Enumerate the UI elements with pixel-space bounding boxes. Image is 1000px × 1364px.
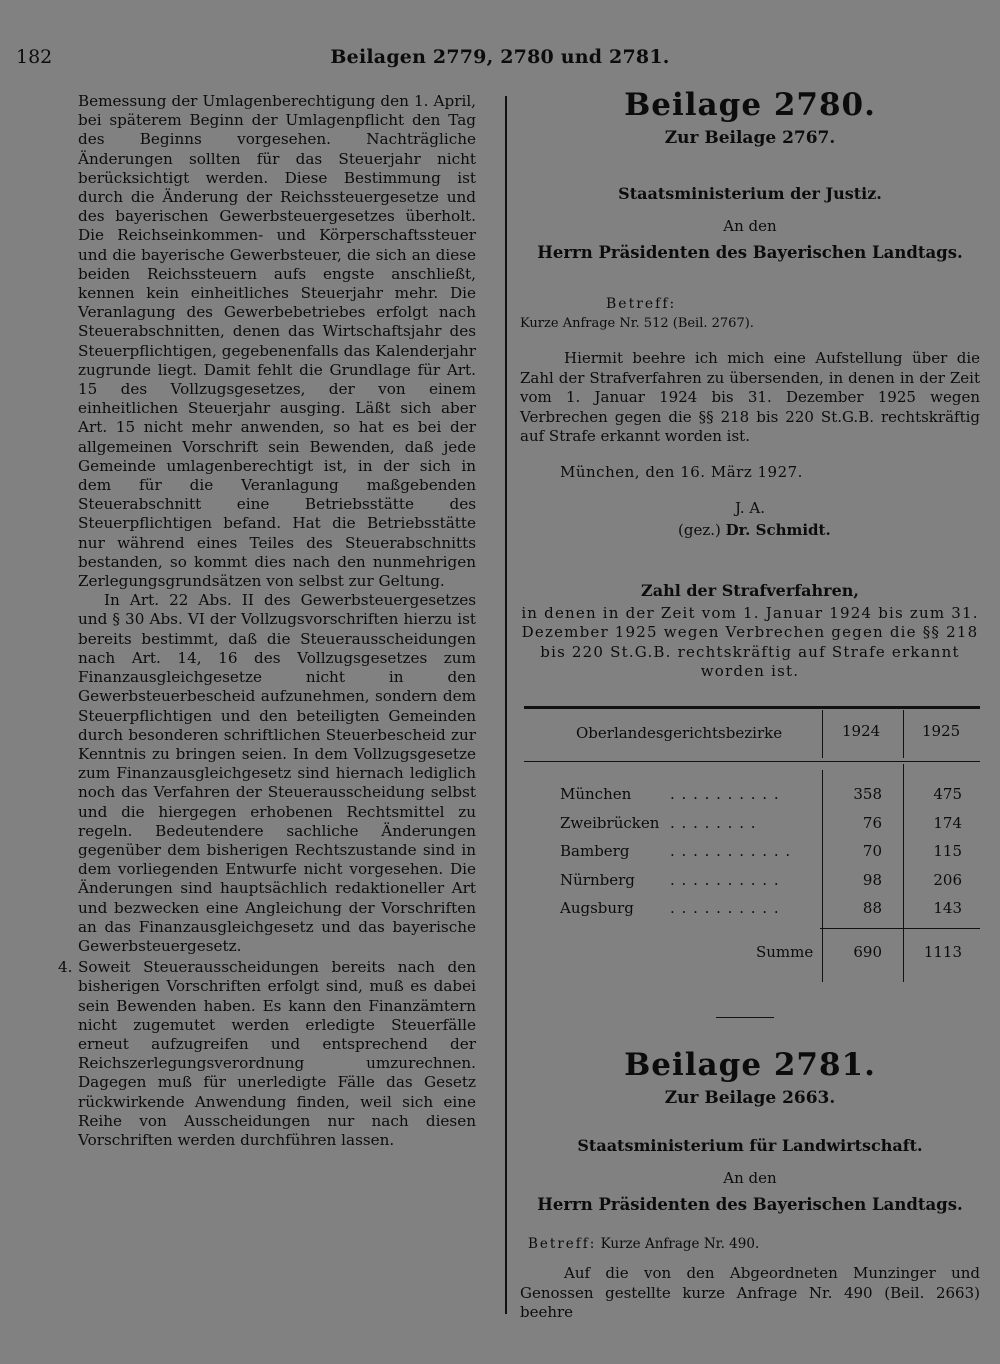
table-header-1924: 1924 [842, 722, 881, 740]
table-header-district: Oberlandesgerichtsbezirke [576, 724, 783, 742]
table-col1-line [822, 710, 823, 758]
table-header-rule [524, 761, 980, 762]
table-row-leader-dots: . . . . . . . . . . . [670, 842, 792, 860]
table-row-value-1924: 358 [853, 785, 882, 803]
table-top-rule [524, 706, 980, 709]
column-divider [505, 96, 507, 1314]
table-row-value-1925: 206 [933, 870, 962, 889]
table-sum-1925: 1113 [923, 943, 962, 961]
table-row-leader-dots: . . . . . . . . [670, 813, 757, 832]
table-row-value-1925: 475 [933, 785, 962, 803]
beilage-2781-body: Auf die von den Abgeordneten Munzinger und Genossen gestellte kurze Anfrage Nr. 490 (Beil. 2663) beehre [520, 1264, 980, 1321]
beilage-2780-recipient: Herrn Präsidenten des Bayerischen Landtags. [537, 243, 963, 262]
signature-name: Dr. Schmidt. [725, 520, 831, 539]
table-row-leader-dots: . . . . . . . . . . [670, 899, 780, 917]
table-row-value-1924: 88 [862, 899, 882, 917]
running-head: Beilagen 2779, 2780 und 2781. [330, 46, 670, 68]
table-row-district: Nürnberg [560, 870, 635, 889]
beilage-2781-betreff-text: Kurze Anfrage Nr. 490. [600, 1236, 760, 1252]
table-row-value-1925: 143 [933, 899, 962, 917]
table-caption: in denen in der Zeit vom 1. Januar 1924 bis zum 31. Dezember 1925 wegen Verbrechen gegen die §§ 218 bis 220 St.G.B. rechtskräftig auf Strafe erkannt worden ist. [521, 603, 979, 680]
numbered-item-4 [58, 958, 476, 1150]
beilage-2780-betreff-label: Betreff: [606, 296, 677, 312]
beilage-2780-title: Beilage 2780. [624, 87, 876, 123]
table-row-leader-dots: . . . . . . . . . . [670, 785, 780, 803]
table-col2-line [903, 710, 904, 758]
beilage-2781-recipient: Herrn Präsidenten des Bayerischen Landtags. [537, 1195, 963, 1214]
beilage-2780-date: München, den 16. März 1927. [560, 462, 803, 481]
beilage-2781 [520, 1046, 980, 1323]
beilage-2781-reference: Zur Beilage 2663. [664, 1088, 836, 1108]
table-sum-1924: 690 [853, 943, 882, 961]
beilage-2780-signature [678, 521, 980, 539]
table-title: Zahl der Strafverfahren, [641, 580, 859, 600]
left-paragraph-1: Bemessung der Umlagenberechtigung den 1. April, bei späterem Beginn der Umlagenpflicht den Tag des Beginns vorgesehen. Nachträgliche Änderungen sollten für das Steuerjahr nicht berücksichtigt werden. Diese Bestimmung ist durch die Änderung der Reichssteuergesetze und des bayerischen Gewerbsteuergesetzes überholt. Die Reichseinkommen- und Körperschaftssteuer und die bayerische Gewerbsteuer, die sich an diese beiden Reichssteuern aufs engste anschließt, kennen kein einheitliches Steuerjahr mehr. Die Veranlagung des Gewerbebetriebes erfolgt nach Steuerabschnitten, denen das Wirtschaftsjahr des Steuerpflichtigen, gegebenenfalls das Kalenderjahr zugrunde liegt. Damit fehlt die Grundlage für Art. 15 des Vollzugsgesetzes, der von einem einheitlichen Steuerjahr ausging. Läßt sich aber Art. 15 nicht mehr anwenden, so hat es bei der allgemeinen Vorschrift sein Bewenden, daß jede Gemeinde umlagenberechtigt ist, in der sich in dem für die Veranlagung maßgebenden Steuerabschnitt eine Betriebsstätte des Steuerpflichtigen befand. Hat die Betriebsstätte nur während eines Teiles des Steuerabschnitts bestanden, so kommt dies nach den nunmehrigen Zerlegungsgrundsätzen von selbst zur Geltung. [78, 92, 476, 591]
page-number: 182 [16, 46, 53, 68]
left-column [58, 92, 476, 1150]
table-row-value-1925: 174 [933, 813, 962, 832]
beilage-2781-an-den: An den [723, 1169, 777, 1187]
beilage-2781-title: Beilage 2781. [624, 1047, 876, 1083]
table-row-value-1924: 70 [862, 842, 882, 860]
beilage-2780-body: Hiermit beehre ich mich eine Aufstellung über die Zahl der Strafverfahren zu übersenden, in denen in der Zeit vom 1. Januar 1924 bis 31. Dezember 1925 wegen Verbrechen gegen die §§ 218 bis 220 St.G.B. rechtskräftig auf Strafe erkannt worden ist. [520, 349, 980, 445]
beilage-2780-an-den: An den [723, 217, 777, 235]
signature-prefix: (gez.) [678, 520, 721, 539]
table-col1-line-body [822, 770, 823, 982]
table-col2-line-body [903, 764, 904, 982]
table-row-value-1925: 115 [933, 842, 962, 860]
table-row-district: Augsburg [560, 899, 634, 917]
beilage-2780-ministry: Staatsministerium der Justiz. [618, 184, 882, 203]
section-separator [716, 1017, 774, 1018]
table-row-district: München [560, 785, 632, 803]
beilage-2781-betreff-label: Betreff: [528, 1236, 597, 1252]
table-row-value-1924: 76 [862, 813, 882, 832]
beilage-2780 [520, 86, 980, 682]
table-header-1925: 1925 [922, 722, 961, 740]
beilage-2781-betreff [528, 1236, 980, 1252]
table-row-district: Zweibrücken [560, 813, 660, 832]
right-column [520, 86, 980, 682]
table-sum-label: Summe [756, 943, 814, 961]
beilage-2780-betreff-text: Kurze Anfrage Nr. 512 (Beil. 2767). [520, 316, 754, 331]
table-row-value-1924: 98 [862, 870, 882, 889]
left-paragraph-2: In Art. 22 Abs. II des Gewerbsteuergesetzes und § 30 Abs. VI der Vollzugsvorschriften hierzu ist bereits bestimmt, daß die Steuerausscheidungen nach Art. 14, 16 des Vollzugsgesetzes zum Finanzausgleichgesetze nicht in den Gewerbsteuerbescheid aufzunehmen, sondern dem Steuerpflichtigen und den beteiligten Gemeinden durch besonderen schriftlichen Steuerbescheid zur Kenntnis zu bringen seien. In dem Vollzugsgesetze zum Finanzausgleichgesetz sind hiernach lediglich noch das Verfahren der Steuerausscheidung selbst und die hiergegen erhobenen Rechtsmittel zu regeln. Bedeutendere sachliche Änderungen gegenüber dem bisherigen Rechtszustande sind in dem vorliegenden Entwurfe nicht vorgesehen. Die Änderungen sind hauptsächlich redaktioneller Art und bezwecken eine Angleichung der Vorschriften an das Finanzausgleichgesetz und das bayerische Gewerbsteuergesetz. [78, 591, 476, 955]
item-number: 4. [58, 958, 73, 977]
table-row-leader-dots: . . . . . . . . . . [670, 870, 780, 889]
item-4-text: Soweit Steuerausscheidungen bereits nach den bisherigen Vorschriften erfolgt sind, muß es dabei sein Bewenden haben. Es kann den Finanzämtern nicht zugemutet werden erledigte Steuerfälle erneut aufzugreifen und entsprechend der Reichszerlegungsverordnung umzurechnen. Dagegen muß für unerledigte Fälle das Gesetz rückwirkende Anwendung finden, weil sich eine Reihe von Ausscheidungen nur nach diesen Vorschriften werden durchführen lassen. [78, 958, 476, 1149]
beilage-2781-ministry: Staatsministerium für Landwirtschaft. [577, 1136, 923, 1155]
table-sum-rule [820, 928, 980, 929]
beilage-2780-ia: J. A. [735, 498, 765, 517]
table-row-district: Bamberg [560, 842, 630, 860]
beilage-2780-reference: Zur Beilage 2767. [664, 128, 836, 148]
